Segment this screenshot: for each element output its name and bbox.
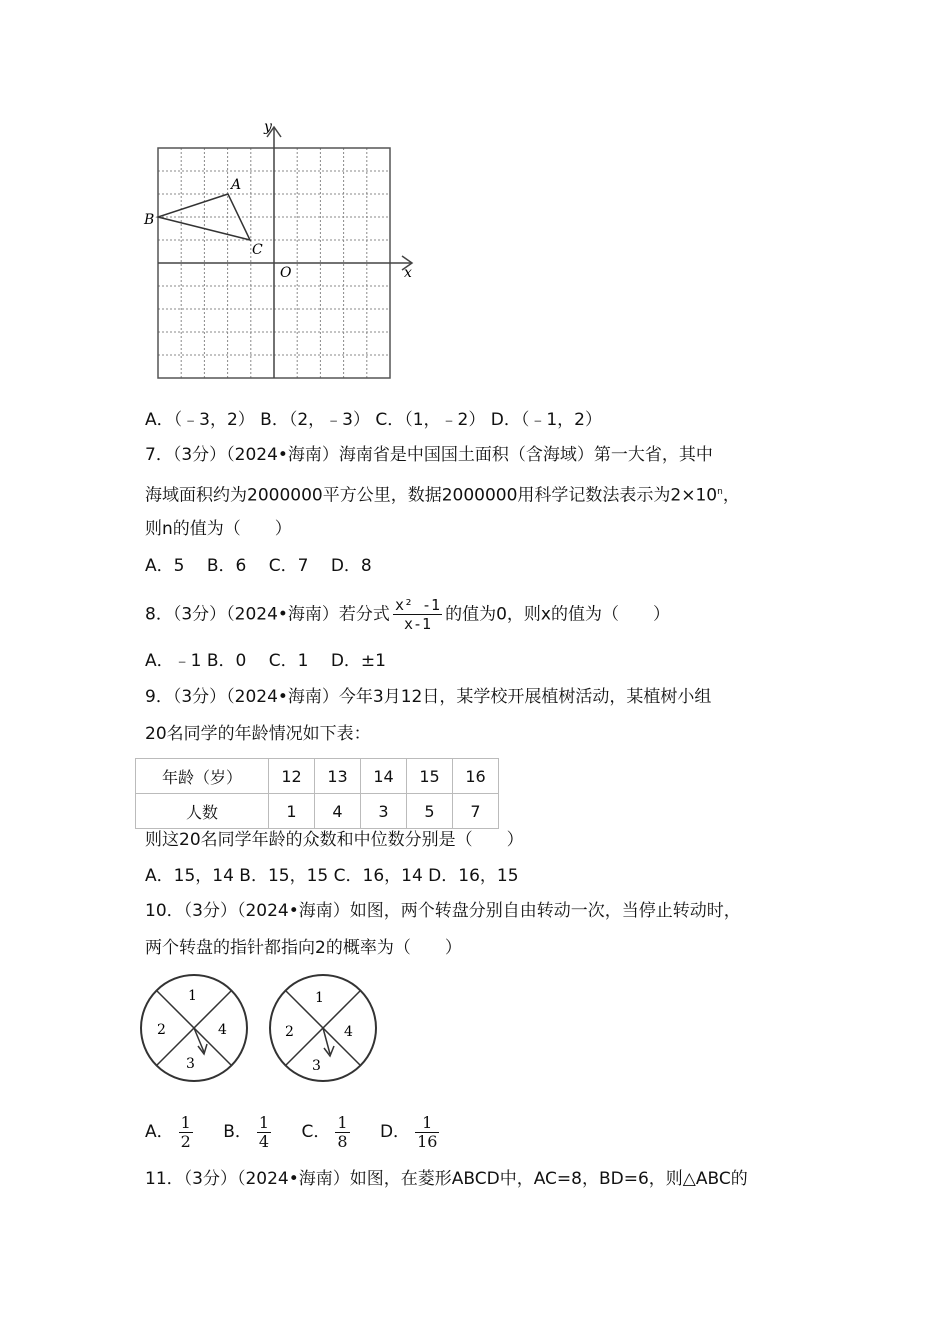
q10-option-c-label: C． bbox=[301, 1122, 331, 1142]
spinner-left-label-4: 4 bbox=[218, 1022, 227, 1038]
q8-options: A．﹣1 B．0 C．1 D．±1 bbox=[145, 651, 386, 671]
point-c-label: C bbox=[252, 242, 263, 258]
q8-numerator: x² -1 bbox=[394, 596, 441, 614]
spinner-right-label-2: 2 bbox=[285, 1024, 294, 1040]
q10-option-c-fraction bbox=[335, 1114, 349, 1151]
q8-denominator: x-1 bbox=[403, 615, 432, 633]
q7-exponent: n bbox=[717, 487, 723, 497]
q7-line2-text: 海域面积约为2000000平方公里，数据2000000用科学记数法表示为2×10 bbox=[145, 485, 718, 506]
q9-line2: 20名同学的年龄情况如下表： bbox=[145, 724, 371, 744]
table-cell: 4 bbox=[315, 794, 361, 829]
table-cell: 12 bbox=[269, 759, 315, 794]
q10-option-a-fraction bbox=[179, 1114, 193, 1151]
table-row bbox=[136, 794, 499, 829]
table-header-count: 人数 bbox=[136, 794, 269, 829]
q7-line3: 则n的值为（ ） bbox=[145, 519, 292, 539]
q8-post: 的值为0，则x的值为（ ） bbox=[445, 604, 670, 625]
coordinate-grid-figure bbox=[140, 115, 430, 390]
table-cell: 13 bbox=[315, 759, 361, 794]
y-axis-label: y bbox=[264, 119, 272, 135]
table-cell: 7 bbox=[453, 794, 499, 829]
q10-option-d-fraction bbox=[415, 1114, 439, 1151]
q8-pre: 8．（3分）（2024•海南）若分式 bbox=[145, 604, 390, 625]
origin-label: O bbox=[280, 265, 292, 281]
age-table bbox=[135, 758, 499, 829]
q8-fraction bbox=[393, 596, 442, 633]
q10-option-d-label: D． bbox=[379, 1122, 411, 1142]
table-header-age: 年龄（岁） bbox=[136, 759, 269, 794]
q7-line1: 7．（3分）（2024•海南）海南省是中国国土面积（含海域）第一大省，其中 bbox=[145, 445, 713, 465]
q10-option-b-num: 1 bbox=[258, 1112, 270, 1132]
q10-option-b-label: B． bbox=[223, 1122, 252, 1142]
q10-line2: 两个转盘的指针都指向2的概率为（ ） bbox=[145, 938, 462, 958]
q10-option-b-fraction bbox=[257, 1114, 271, 1151]
spinner-left-label-3: 3 bbox=[186, 1056, 195, 1072]
q10-line1: 10．（3分）（2024•海南）如图，两个转盘分别自由转动一次，当停止转动时， bbox=[145, 901, 741, 921]
q11-line1: 11．（3分）（2024•海南）如图，在菱形ABCD中，AC=8，BD=6，则△ABC的 bbox=[145, 1169, 748, 1189]
q6-options: A．（﹣3，2） B．（2，﹣3） C．（1，﹣2） D．（﹣1，2） bbox=[145, 410, 602, 430]
table-row bbox=[136, 759, 499, 794]
spinner-left bbox=[141, 975, 247, 1081]
point-b-label: B bbox=[144, 212, 155, 228]
point-a-label: A bbox=[231, 177, 242, 193]
spinners-figure bbox=[140, 972, 390, 1087]
table-cell: 16 bbox=[453, 759, 499, 794]
spinner-right-label-4: 4 bbox=[344, 1024, 353, 1040]
x-axis-label: x bbox=[404, 265, 412, 281]
q10-options bbox=[145, 1110, 442, 1154]
spinner-right-label-3: 3 bbox=[312, 1058, 321, 1074]
spinner-right-label-1: 1 bbox=[315, 990, 324, 1006]
spinner-right bbox=[270, 975, 376, 1081]
table-cell: 15 bbox=[407, 759, 453, 794]
q10-option-c-den: 8 bbox=[337, 1131, 348, 1151]
spinner-left-label-2: 2 bbox=[157, 1022, 166, 1038]
q10-option-a-label: A． bbox=[145, 1122, 174, 1142]
q10-option-b-den: 4 bbox=[258, 1131, 270, 1151]
table-cell: 1 bbox=[269, 794, 315, 829]
q10-option-c-num: 1 bbox=[337, 1112, 348, 1132]
q9-options: A．15，14 B．15，15 C．16，14 D．16，15 bbox=[145, 866, 519, 886]
q10-option-d-num: 1 bbox=[415, 1114, 439, 1133]
q9-line1: 9．（3分）（2024•海南）今年3月12日，某学校开展植树活动，某植树小组 bbox=[145, 687, 712, 707]
q10-option-a-num: 1 bbox=[180, 1112, 191, 1132]
table-cell: 5 bbox=[407, 794, 453, 829]
table-cell: 3 bbox=[361, 794, 407, 829]
table-cell: 14 bbox=[361, 759, 407, 794]
q7-line2-end: ， bbox=[722, 485, 740, 506]
q9-line3: 则这20名同学年龄的众数和中位数分别是（ ） bbox=[145, 830, 524, 850]
q8-line bbox=[145, 596, 670, 633]
q10-option-d-den: 16 bbox=[417, 1131, 438, 1151]
spinner-left-label-1: 1 bbox=[188, 988, 197, 1004]
q10-option-a-den: 2 bbox=[180, 1131, 191, 1151]
q7-options: A．5 B．6 C．7 D．8 bbox=[145, 556, 372, 576]
q7-line2 bbox=[145, 480, 740, 508]
